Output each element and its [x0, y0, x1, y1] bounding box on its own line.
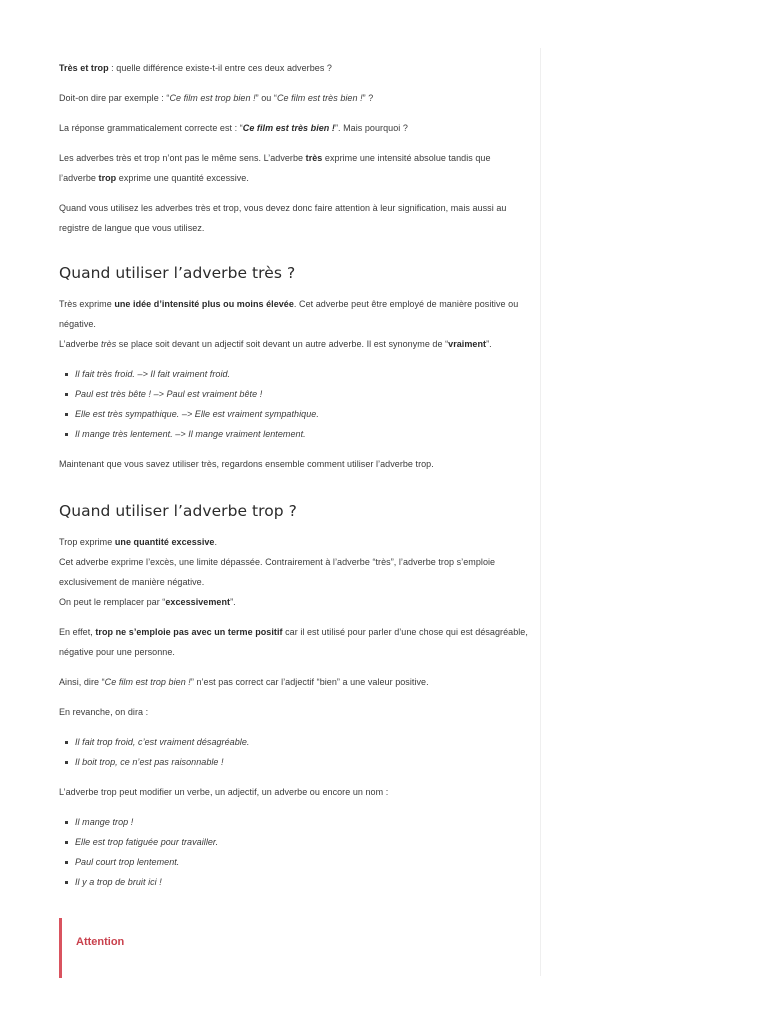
attention-callout [59, 918, 532, 978]
list-item: Paul est très bête ! –> Paul est vraiment bête ! [75, 384, 529, 404]
trop-paragraph-1: Trop exprime une quantité excessive. [59, 537, 218, 547]
intro-paragraph-5: Quand vous utilisez les adverbes très et trop, vous devez donc faire attention à leur signification, mais aussi au registre de langue que vous utilisez. [59, 203, 507, 233]
list-item: Il mange trop ! [75, 812, 529, 832]
list-item: Elle est très sympathique. –> Elle est vraiment sympathique. [75, 404, 529, 424]
trop-paragraph-5: Ainsi, dire “Ce film est trop bien !” n’est pas correct car l’adjectif “bien” a une valeur positive. [59, 677, 429, 687]
list-item: Il fait très froid. –> Il fait vraiment froid. [75, 364, 529, 384]
heading-trop: Quand utiliser l’adverbe trop ? [59, 502, 297, 520]
callout-title: Attention [76, 936, 125, 948]
trop-paragraph-6: En revanche, on dira : [59, 707, 149, 717]
list-item: Il boit trop, ce n’est pas raisonnable ! [75, 752, 529, 772]
trop-paragraph-7: L’adverbe trop peut modifier un verbe, un adjectif, un adverbe ou encore un nom : [59, 787, 389, 797]
tres-outro: Maintenant que vous savez utiliser très, regardons ensemble comment utiliser l’adverbe trop. [59, 459, 434, 469]
list-item: Il fait trop froid, c’est vraiment désagréable. [75, 732, 529, 752]
tres-paragraph-1: Très exprime une idée d’intensité plus ou moins élevée. Cet adverbe peut être employé de manière positive ou négative. [59, 299, 519, 329]
list-item: Il mange très lentement. –> Il mange vraiment lentement. [75, 424, 529, 444]
intro-paragraph-1 [59, 58, 529, 78]
trop-paragraph-4: En effet, trop ne s’emploie pas avec un terme positif car il est utilisé pour parler d’une chose qui est désagréable, négative pour une personne. [59, 627, 528, 657]
correct-answer: Ce film est très bien ! [242, 123, 335, 133]
heading-tres: Quand utiliser l’adverbe très ? [59, 264, 296, 282]
trop-paragraph-3: On peut le remplacer par “excessivement”. [59, 597, 236, 607]
intro-text: : quelle différence existe-t-il entre ces deux adverbes ? [108, 63, 332, 73]
list-item: Paul court trop lentement. [75, 852, 529, 872]
article-content [59, 58, 529, 902]
list-item: Elle est trop fatiguée pour travailler. [75, 832, 529, 852]
intro-paragraph-2: Doit-on dire par exemple : “Ce film est trop bien !” ou “Ce film est très bien !” ? [59, 93, 374, 103]
intro-paragraph-3: La réponse grammaticalement correcte est : “Ce film est très bien !”. Mais pourquoi ? [59, 123, 408, 133]
example-quote: Ce film est trop bien ! [169, 93, 256, 103]
sidebar-divider [540, 48, 541, 976]
intro-paragraph-4: Les adverbes très et trop n’ont pas le même sens. L’adverbe très exprime une intensité absolue tandis que l’adverbe trop exprime une quantité excessive. [59, 153, 491, 183]
example-quote: Ce film est très bien ! [276, 93, 363, 103]
trop-examples-list-2 [59, 812, 529, 892]
trop-paragraph-2: Cet adverbe exprime l’excès, une limite dépassée. Contrairement à l’adverbe “très”, l’adverbe trop s’emploie exclusivement de manière négative. [59, 557, 496, 587]
trop-examples-list-1 [59, 732, 529, 772]
tres-paragraph-2: L’adverbe très se place soit devant un adjectif soit devant un autre adverbe. Il est synonyme de “vraiment”. [59, 339, 492, 349]
list-item: Il y a trop de bruit ici ! [75, 872, 529, 892]
intro-bold-term: Très et trop [59, 63, 109, 73]
tres-examples-list [59, 364, 529, 444]
